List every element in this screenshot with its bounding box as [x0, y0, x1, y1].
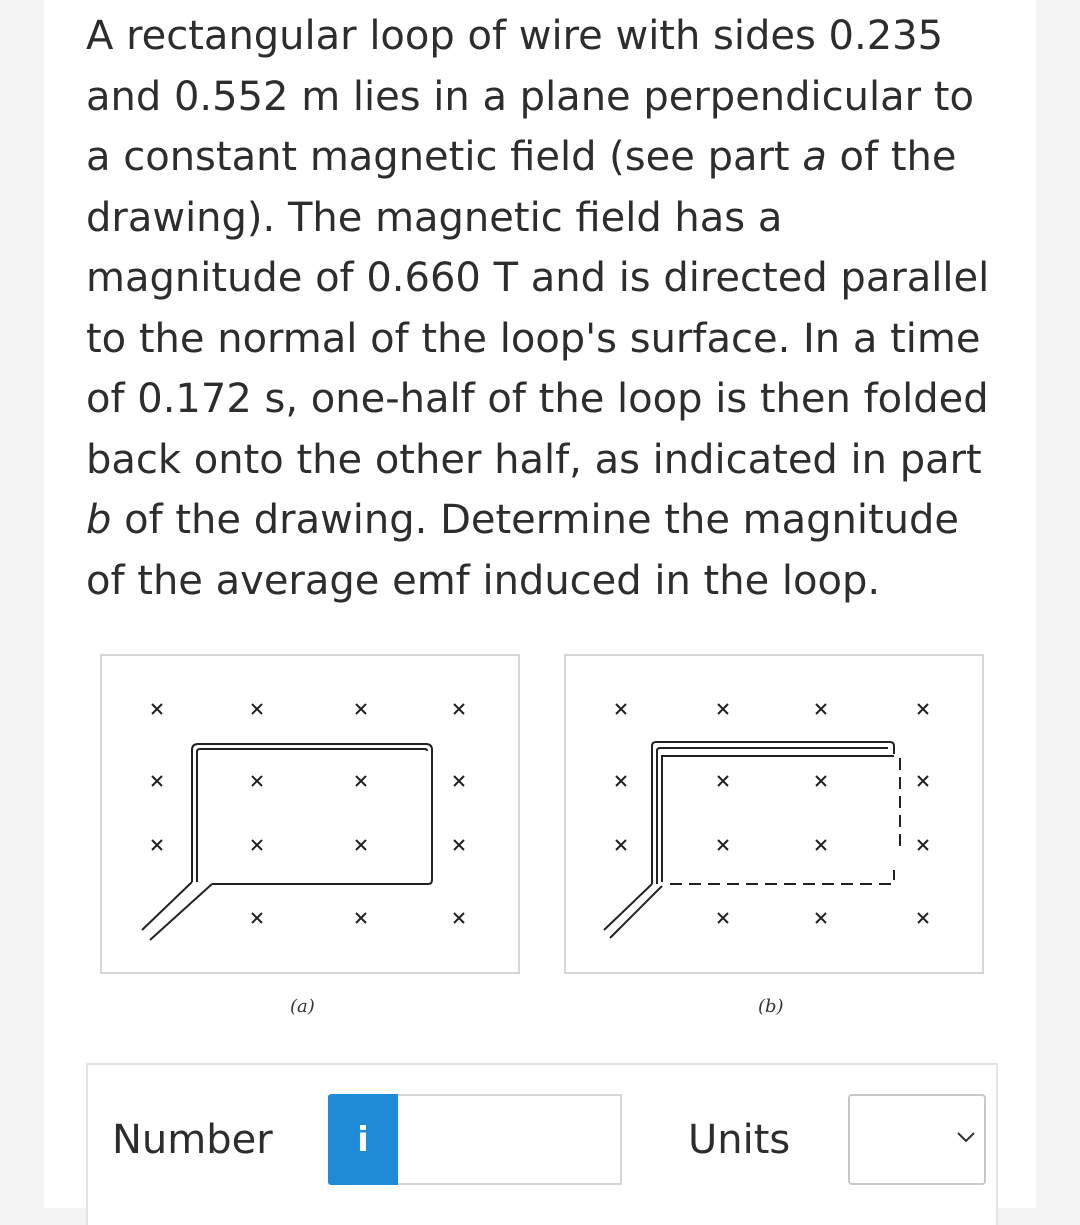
question-text-part-3: of the drawing. Determine the magnitude of the average emf induced in the loop. [86, 497, 960, 604]
figure-label-b: (b) [758, 996, 784, 1017]
question-text-part-1: A rectangular loop of wire with sides 0.235 and 0.552 m lies in a plane perpendicular to a constant magnetic field (see part [86, 13, 974, 180]
units-select[interactable] [848, 1094, 986, 1185]
number-label: Number [112, 1117, 273, 1163]
figure-panel-a [100, 654, 520, 974]
question-text-part-2: of the drawing). The magnetic field has a magnitude of 0.660 T and is directed parallel to the normal of the loop's surface. In a time of 0.172 s, one-half of the loop is then folded back onto the other half, as indicated in part [86, 134, 990, 483]
figure-label-a: (a) [290, 996, 315, 1017]
question-part-a-ref: a [802, 134, 827, 180]
question-part-b-ref: b [86, 497, 112, 543]
units-label: Units [688, 1117, 791, 1163]
question-page [44, 0, 1036, 1208]
chevron-down-icon [956, 1130, 976, 1146]
info-button[interactable] [328, 1094, 398, 1185]
info-icon: i [357, 1119, 369, 1160]
question-text [86, 6, 1006, 611]
figure-panel-b [564, 654, 984, 974]
number-input[interactable] [398, 1094, 622, 1185]
answer-box [86, 1063, 998, 1225]
